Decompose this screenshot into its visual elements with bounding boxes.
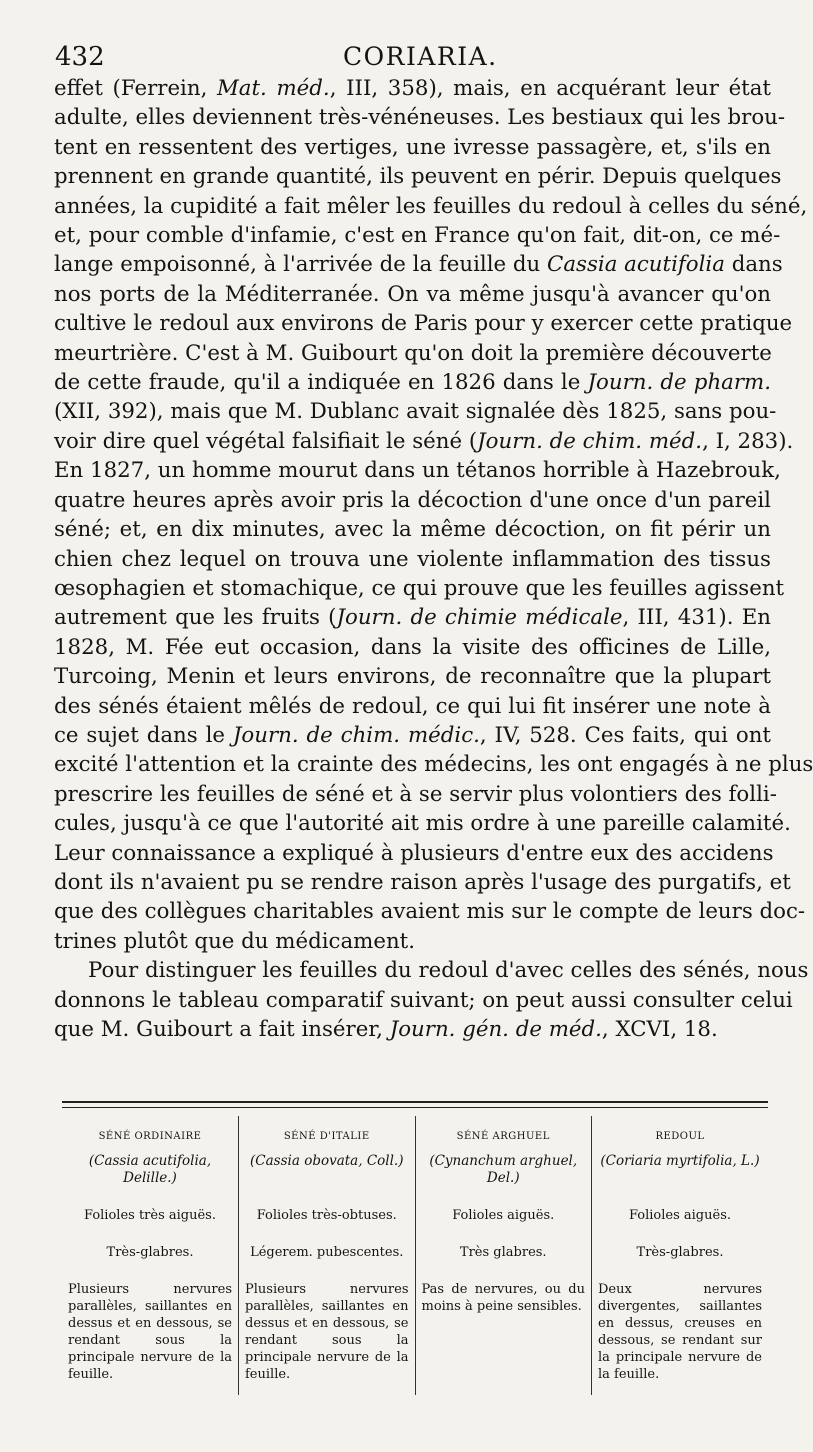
text-line: voir dire quel végétal falsifiait le séné (Journ. de chim. méd., I, 283). [54, 428, 794, 454]
body-text [54, 74, 813, 1044]
text-line: dont ils n'avaient pu se rendre raison après l'usage des purgatifs, et [54, 869, 791, 895]
text-line: En 1827, un homme mourut dans un tétanos horrible à Hazebrouk, [54, 458, 781, 484]
text-line: ce sujet dans le Journ. de chim. médic., IV, 528. Ces faits, qui ont [54, 722, 771, 748]
text-line: meurtrière. C'est à M. Guibourt qu'on doit la première découverte [54, 340, 772, 366]
text-line: prescrire les feuilles de séné et à se servir plus volontiers des folli- [54, 781, 777, 807]
text-line: (XII, 392), mais que M. Dublanc avait signalée dès 1825, sans pou- [54, 399, 777, 425]
column-heading: SÉNÉ D'ITALIE [239, 1116, 416, 1151]
text-line: prennent en grande quantité, ils peuvent en périr. Depuis quelques [54, 164, 782, 190]
text-line: effet (Ferrein, Mat. méd., III, 358), mais, en acquérant leur état [54, 76, 771, 101]
table-cell: Folioles très-obtuses. [239, 1205, 416, 1242]
table-row [62, 1279, 768, 1395]
text-line: cultive le redoul aux environs de Paris pour y exercer cette pratique [54, 311, 793, 337]
text-line: années, la cupidité a fait mêler les feuilles du redoul à celles du séné, [54, 193, 808, 219]
table-top-rule-thin [62, 1107, 768, 1108]
table-row [62, 1242, 768, 1279]
text-line: autrement que les fruits (Journ. de chimie médicale, III, 431). En [54, 605, 771, 631]
text-line: et, pour comble d'infamie, c'est en France qu'on fait, dit-on, ce mé- [54, 223, 781, 249]
table-cell: Deux nervures divergentes, saillantes en dessus, creuses en dessous, se rendant sur la principale nervure de la feuille. [592, 1279, 769, 1395]
table-cell: Plusieurs nervures parallèles, saillantes en dessus et en dessous, se rendant sous la principale nervure de la feuille. [239, 1279, 416, 1395]
table-cell: Plusieurs nervures parallèles, saillantes en dessus et en dessous, se rendant sous la principale nervure de la feuille. [68, 1282, 232, 1382]
column-heading: SÉNÉ ORDINAIRE [98, 1131, 202, 1142]
text-line: trines plutôt que du médicament. [54, 928, 415, 954]
text-line: adulte, elles deviennent très-vénéneuses. Les bestiaux qui les brou- [54, 105, 786, 131]
table-row [62, 1151, 768, 1205]
text-line: 1828, M. Fée eut occasion, dans la visite des officines de Lille, [54, 634, 771, 660]
page-header [55, 42, 770, 78]
table-cell: Folioles très aiguës. [84, 1208, 216, 1223]
species-name: (Cassia acutifolia, Delille.) [88, 1153, 212, 1186]
text-line: Pour distinguer les feuilles du redoul d'avec celles des sénés, nous [88, 958, 809, 984]
table-cell: Folioles aiguës. [415, 1205, 592, 1242]
table-cell: Pas de nervures, ou du moins à peine sensibles. [415, 1279, 592, 1395]
text-line: cules, jusqu'à ce que l'autorité ait mis ordre à une pareille calamité. [54, 811, 791, 837]
table-cell: Folioles aiguës. [592, 1205, 769, 1242]
text-line: lange empoisonné, à l'arrivée de la feuille du Cassia acutifolia dans [54, 252, 783, 278]
species-name: (Coriaria myrtifolia, L.) [592, 1151, 769, 1205]
species-name: (Cynanchum arghuel, Del.) [415, 1151, 592, 1205]
column-heading: SÉNÉ ARGHUEL [415, 1116, 592, 1151]
text-line: chien chez lequel on trouva une violente inflammation des tissus [54, 546, 771, 572]
text-line: excité l'attention et la crainte des médecins, les ont engagés à ne plus [54, 752, 813, 778]
text-line: de cette fraude, qu'il a indiquée en 1826 dans le Journ. de pharm. [54, 370, 771, 396]
table-row [62, 1205, 768, 1242]
text-line: tent en ressentent des vertiges, une ivresse passagère, et, s'ils en [54, 134, 771, 160]
column-heading: REDOUL [592, 1116, 769, 1151]
running-title: CORIARIA. [343, 42, 498, 71]
text-line: séné; et, en dix minutes, avec la même décoction, on fit périr un [54, 517, 771, 543]
text-line: que M. Guibourt a fait insérer, Journ. gén. de méd., XCVI, 18. [54, 1017, 718, 1042]
paragraph-2 [54, 956, 809, 1044]
paragraph-1 [54, 74, 813, 956]
table-top-rule [62, 1101, 768, 1103]
table-cell: Très-glabres. [106, 1245, 194, 1260]
table-cell: Très-glabres. [592, 1242, 769, 1279]
table-header-row [62, 1116, 768, 1151]
text-line: des sénés étaient mêlés de redoul, ce qui lui fit insérer une note à [54, 693, 771, 719]
page-number: 432 [55, 42, 105, 72]
text-line: Leur connaissance a expliqué à plusieurs d'entre eux des accidens [54, 840, 774, 866]
text-line: donnons le tableau comparatif suivant; on peut aussi consulter celui [54, 987, 793, 1013]
text-line: nos ports de la Méditerranée. On va même jusqu'à avancer qu'on [54, 281, 771, 307]
species-name: (Cassia obovata, Coll.) [239, 1151, 416, 1205]
table-cell: Légerem. pubescentes. [239, 1242, 416, 1279]
text-line: Turcoing, Menin et leurs environs, de reconnaître que la plupart [54, 664, 771, 690]
table-cell: Très glabres. [415, 1242, 592, 1279]
comparison-table [62, 1116, 768, 1395]
text-line: œsophagien et stomachique, ce qui prouve que les feuilles agissent [54, 575, 785, 601]
text-line: que des collègues charitables avaient mis sur le compte de leurs doc- [54, 899, 806, 925]
text-line: quatre heures après avoir pris la décoction d'une once d'un pareil [54, 487, 771, 513]
